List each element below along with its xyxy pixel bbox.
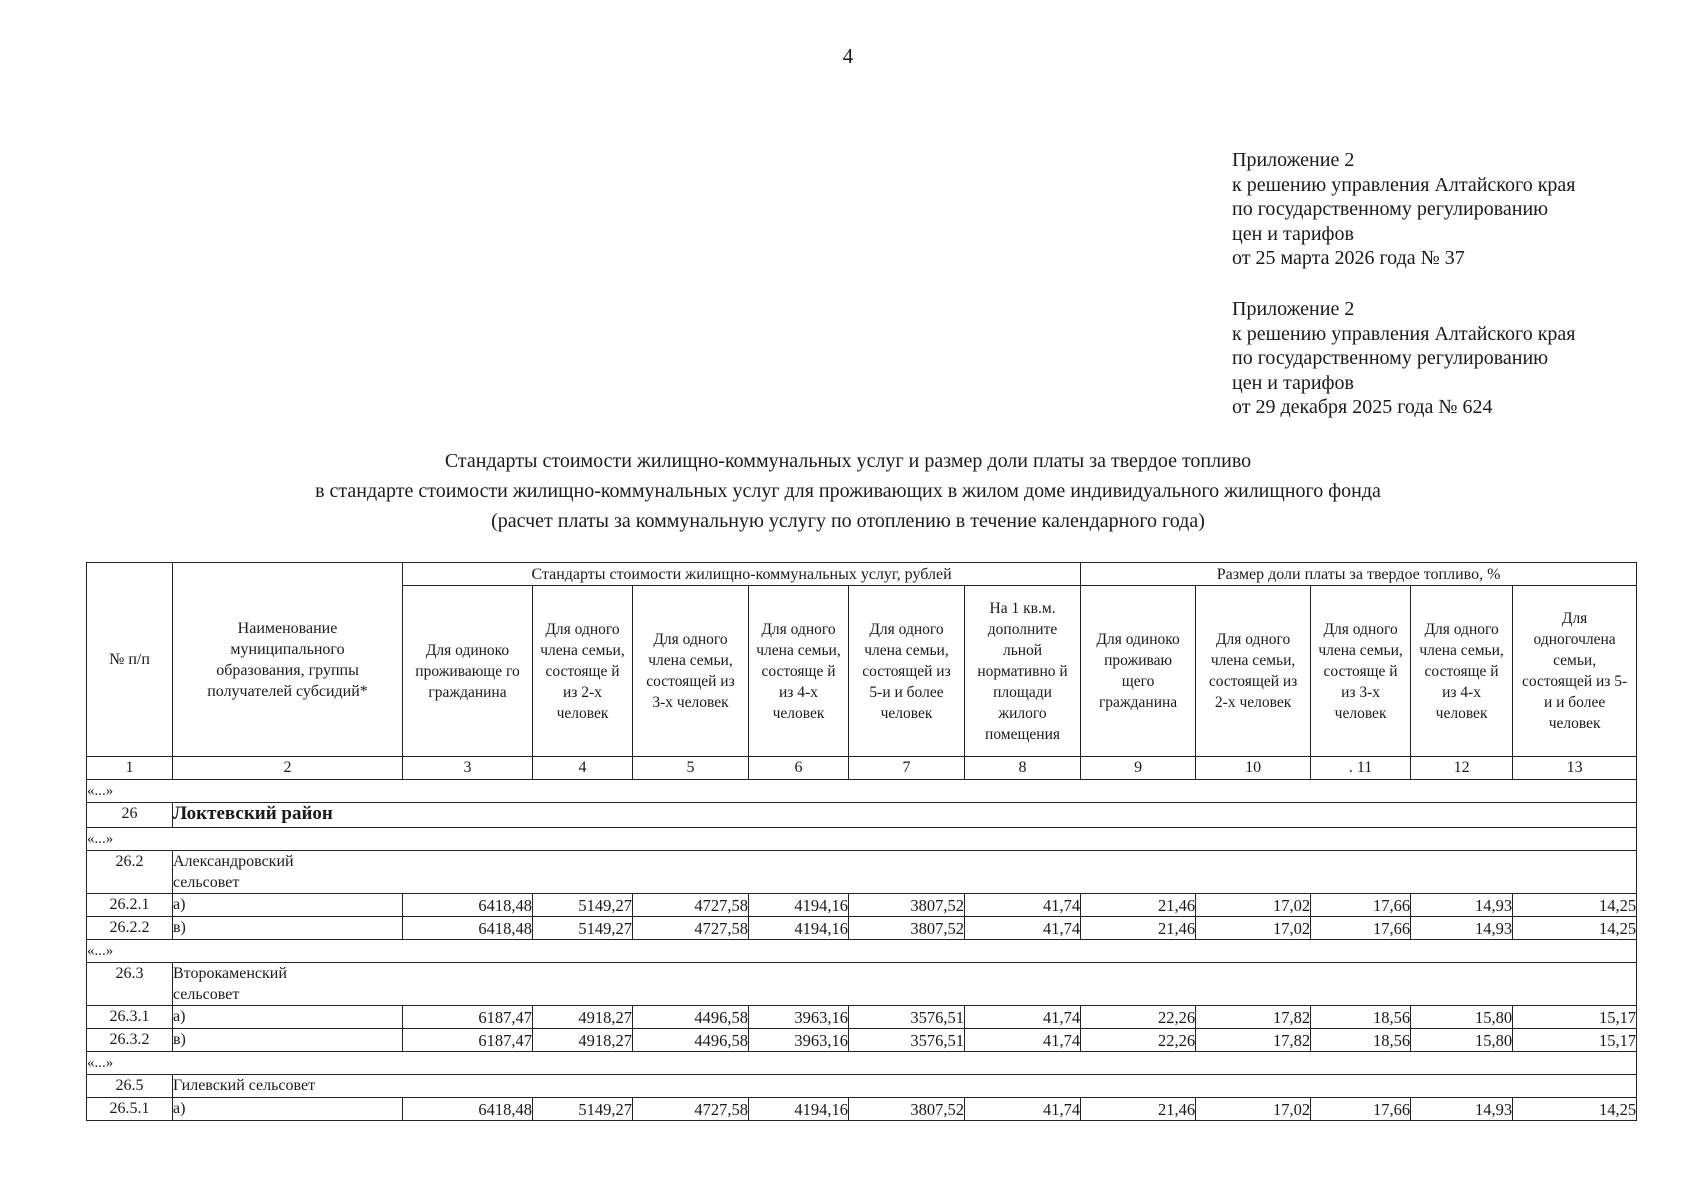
settlement-name-text: Второкаменский сельсовет	[173, 965, 287, 1003]
value-cell: 4727,58	[633, 894, 749, 917]
table-row	[87, 917, 1637, 940]
settlement-name	[173, 851, 1637, 894]
settlement-name	[173, 963, 1637, 1006]
value-cell: 5149,27	[533, 1098, 633, 1121]
column-header-9: Для одиноко проживаю щего гражданина	[1081, 586, 1196, 757]
value-cell: 3576,51	[849, 1029, 965, 1052]
recipient-group: а)	[173, 894, 403, 917]
value-cell: 4918,27	[533, 1029, 633, 1052]
column-number: 7	[849, 757, 965, 780]
value-cell: 18,56	[1311, 1029, 1411, 1052]
value-cell: 15,17	[1513, 1006, 1637, 1029]
value-cell: 15,17	[1513, 1029, 1637, 1052]
table-row	[87, 894, 1637, 917]
value-cell: 14,93	[1411, 894, 1513, 917]
settlement-number: 26.5	[87, 1075, 173, 1098]
title-line: в стандарте стоимости жилищно-коммунальных услуг для проживающих в жилом доме индивидуального жилищного фонда	[315, 480, 1381, 502]
value-cell: 21,46	[1081, 894, 1196, 917]
value-cell: 14,93	[1411, 1098, 1513, 1121]
row-number: 26.2.2	[87, 917, 173, 940]
column-header-10: Для одного члена семьи, состоящей из 2-х человек	[1196, 586, 1311, 757]
value-cell: 4727,58	[633, 1098, 749, 1121]
appendix-line: от 25 марта 2026 года № 37	[1232, 247, 1465, 269]
omission-mark: «...»	[87, 940, 1637, 963]
column-header-number: № п/п	[87, 563, 173, 757]
value-cell: 17,82	[1196, 1006, 1311, 1029]
appendix-line: цен и тарифов	[1232, 222, 1354, 245]
table-body	[87, 757, 1637, 1121]
column-header-8: На 1 кв.м. дополните льной нормативно й площади жилого помещения	[965, 586, 1081, 757]
column-number: 1	[87, 757, 173, 780]
value-cell: 41,74	[965, 894, 1081, 917]
district-number: 26	[87, 803, 173, 828]
value-cell: 4194,16	[749, 1098, 849, 1121]
value-cell: 17,02	[1196, 1098, 1311, 1121]
column-header-3: Для одиноко проживающе го гражданина	[403, 586, 533, 757]
row-number: 26.2.1	[87, 894, 173, 917]
document-title	[0, 446, 1696, 536]
value-cell: 4496,58	[633, 1029, 749, 1052]
settlement-row	[87, 963, 1637, 1006]
appendix-line: цен и тарифов	[1232, 371, 1354, 394]
value-cell: 17,66	[1311, 894, 1411, 917]
table-row	[87, 1006, 1637, 1029]
appendix-note-original	[1232, 297, 1672, 420]
value-cell: 21,46	[1081, 917, 1196, 940]
value-cell: 4194,16	[749, 917, 849, 940]
column-number: 2	[173, 757, 403, 780]
settlement-row	[87, 851, 1637, 894]
value-cell: 4918,27	[533, 1006, 633, 1029]
row-number: 26.5.1	[87, 1098, 173, 1121]
value-cell: 3807,52	[849, 1098, 965, 1121]
settlement-number: 26.2	[87, 851, 173, 894]
appendix-line: по государственному регулированию	[1232, 347, 1549, 369]
value-cell: 14,25	[1513, 894, 1637, 917]
value-cell: 41,74	[965, 917, 1081, 940]
omission-row	[87, 940, 1637, 963]
recipient-group: в)	[173, 917, 403, 940]
column-number: 10	[1196, 757, 1311, 780]
column-number: 4	[533, 757, 633, 780]
district-name: Локтевский район	[173, 803, 1637, 828]
value-cell: 41,74	[965, 1098, 1081, 1121]
page-number: 4	[842, 44, 854, 68]
column-header-11: Для одного члена семьи, состояще й из 3-х человек	[1311, 586, 1411, 757]
settlement-number: 26.3	[87, 963, 173, 1006]
row-number: 26.3.2	[87, 1029, 173, 1052]
value-cell: 4496,58	[633, 1006, 749, 1029]
column-header-name: Наименование муниципального образования, группы получателей субсидий*	[173, 563, 403, 757]
value-cell: 15,80	[1411, 1029, 1513, 1052]
column-number: 5	[633, 757, 749, 780]
recipient-group: в)	[173, 1029, 403, 1052]
table-row	[87, 1029, 1637, 1052]
value-cell: 22,26	[1081, 1006, 1196, 1029]
value-cell: 3807,52	[849, 894, 965, 917]
column-numbers-row	[87, 757, 1637, 780]
settlement-name: Гилевский сельсовет	[173, 1075, 1637, 1098]
column-header-5: Для одного члена семьи, состоящей из 3-х человек	[633, 586, 749, 757]
row-number: 26.3.1	[87, 1006, 173, 1029]
value-cell: 17,66	[1311, 917, 1411, 940]
column-number: 3	[403, 757, 533, 780]
value-cell: 6418,48	[403, 1098, 533, 1121]
recipient-group: а)	[173, 1098, 403, 1121]
value-cell: 14,93	[1411, 917, 1513, 940]
title-line: Стандарты стоимости жилищно-коммунальных услуг и размер доли платы за твердое топливо	[444, 450, 1252, 472]
omission-mark: «...»	[87, 1052, 1637, 1075]
column-number: . 11	[1311, 757, 1411, 780]
value-cell: 41,74	[965, 1029, 1081, 1052]
column-number: 13	[1513, 757, 1637, 780]
value-cell: 18,56	[1311, 1006, 1411, 1029]
column-header-4: Для одного члена семьи, состояще й из 2-х человек	[533, 586, 633, 757]
value-cell: 5149,27	[533, 917, 633, 940]
column-header-6: Для одного члена семьи, состояще й из 4-х человек	[749, 586, 849, 757]
omission-mark: «...»	[87, 828, 1637, 851]
value-cell: 14,25	[1513, 1098, 1637, 1121]
value-cell: 22,26	[1081, 1029, 1196, 1052]
value-cell: 17,66	[1311, 1098, 1411, 1121]
value-cell: 4194,16	[749, 894, 849, 917]
appendix-line: от 29 декабря 2025 года № 624	[1232, 396, 1493, 418]
group-header-standards: Стандарты стоимости жилищно-коммунальных услуг, рублей	[403, 563, 1081, 586]
value-cell: 21,46	[1081, 1098, 1196, 1121]
omission-row	[87, 780, 1637, 803]
value-cell: 3963,16	[749, 1029, 849, 1052]
value-cell: 6418,48	[403, 894, 533, 917]
column-number: 6	[749, 757, 849, 780]
district-row	[87, 803, 1637, 828]
column-number: 9	[1081, 757, 1196, 780]
omission-mark: «...»	[87, 780, 1637, 803]
recipient-group: а)	[173, 1006, 403, 1029]
title-line: (расчет платы за коммунальную услугу по отоплению в течение календарного года)	[491, 510, 1205, 532]
value-cell: 14,25	[1513, 917, 1637, 940]
value-cell: 41,74	[965, 1006, 1081, 1029]
column-header-7: Для одного члена семьи, состоящей из 5-и и более человек	[849, 586, 965, 757]
value-cell: 6187,47	[403, 1006, 533, 1029]
value-cell: 3576,51	[849, 1006, 965, 1029]
table-header	[87, 563, 1637, 757]
omission-row	[87, 828, 1637, 851]
appendix-line: Приложение 2	[1232, 298, 1355, 320]
settlement-name-text: Александровский сельсовет	[173, 853, 294, 891]
value-cell: 17,82	[1196, 1029, 1311, 1052]
column-header-13: Для одногочлена семьи, состоящей из 5-и и более человек	[1513, 586, 1637, 757]
appendix-line: Приложение 2	[1232, 149, 1355, 171]
value-cell: 17,02	[1196, 894, 1311, 917]
settlement-row	[87, 1075, 1637, 1098]
table-row	[87, 1098, 1637, 1121]
appendix-line: к решению управления Алтайского края	[1232, 322, 1576, 345]
column-number: 12	[1411, 757, 1513, 780]
group-header-fuel-share: Размер доли платы за твердое топливо, %	[1081, 563, 1637, 586]
value-cell: 5149,27	[533, 894, 633, 917]
column-number: 8	[965, 757, 1081, 780]
appendix-line: к решению управления Алтайского края	[1232, 173, 1576, 196]
standards-table	[86, 562, 1637, 1121]
omission-row	[87, 1052, 1637, 1075]
column-header-12: Для одного члена семьи, состояще й из 4-х человек	[1411, 586, 1513, 757]
value-cell: 17,02	[1196, 917, 1311, 940]
value-cell: 3807,52	[849, 917, 965, 940]
value-cell: 6418,48	[403, 917, 533, 940]
value-cell: 4727,58	[633, 917, 749, 940]
value-cell: 15,80	[1411, 1006, 1513, 1029]
value-cell: 3963,16	[749, 1006, 849, 1029]
appendix-line: по государственному регулированию	[1232, 198, 1549, 220]
value-cell: 6187,47	[403, 1029, 533, 1052]
appendix-note-current	[1232, 148, 1672, 271]
